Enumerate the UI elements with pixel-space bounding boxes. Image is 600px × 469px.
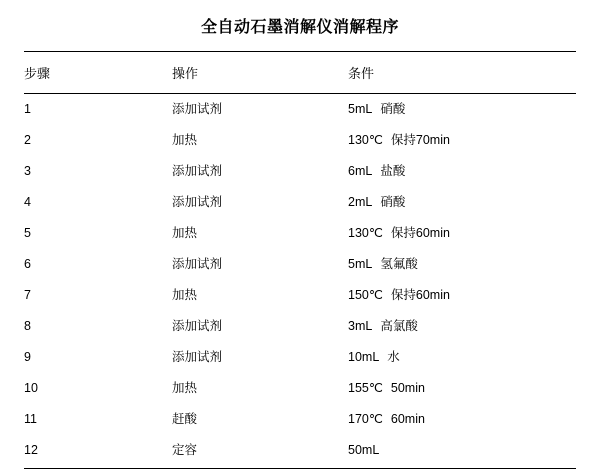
- cell-step: 9: [24, 350, 31, 364]
- table-row: [24, 342, 576, 373]
- table-row: [24, 156, 576, 187]
- table-row: [24, 94, 576, 126]
- cell-operation: 加热: [172, 226, 198, 240]
- column-header-condition: 条件: [348, 52, 576, 94]
- condition-amount: 155℃: [348, 381, 383, 395]
- cell-step: 6: [24, 257, 31, 271]
- table-row: [24, 280, 576, 311]
- cell-step: 5: [24, 226, 31, 240]
- condition-detail: 保持70min: [390, 133, 450, 147]
- cell-operation: 添加试剂: [172, 164, 223, 178]
- cell-condition: [348, 404, 576, 435]
- condition-amount: 5mL: [348, 257, 373, 271]
- cell-condition: [348, 94, 576, 126]
- condition-detail: 60min: [390, 412, 425, 426]
- cell-condition: [348, 156, 576, 187]
- cell-step: 12: [24, 435, 172, 469]
- table-row: [24, 435, 576, 469]
- table-header-row: [24, 52, 576, 94]
- cell-operation: 添加试剂: [172, 319, 223, 333]
- condition-amount: 130℃: [348, 133, 383, 147]
- cell-operation: 添加试剂: [172, 195, 223, 209]
- condition-detail: 硝酸: [380, 195, 406, 209]
- condition-amount: 3mL: [348, 319, 373, 333]
- condition-detail: 保持60min: [390, 226, 450, 240]
- cell-step: 8: [24, 319, 31, 333]
- procedure-table: [24, 51, 576, 469]
- cell-operation: 添加试剂: [172, 350, 223, 364]
- condition-amount: 130℃: [348, 226, 383, 240]
- condition-amount: 2mL: [348, 195, 373, 209]
- table-row: [24, 218, 576, 249]
- cell-operation: 加热: [172, 133, 198, 147]
- condition-detail: 硝酸: [380, 102, 406, 116]
- condition-amount: 5mL: [348, 102, 373, 116]
- table-row: [24, 249, 576, 280]
- condition-amount: 150℃: [348, 288, 383, 302]
- cell-step: 1: [24, 102, 31, 116]
- condition-amount: 10mL: [348, 350, 380, 364]
- condition-detail: 氢氟酸: [380, 257, 418, 271]
- table-row: [24, 311, 576, 342]
- cell-step: 7: [24, 288, 31, 302]
- cell-operation: 加热: [172, 288, 198, 302]
- condition-detail: 保持60min: [390, 288, 450, 302]
- column-header-step: 步骤: [24, 52, 172, 94]
- condition-detail: 水: [387, 350, 400, 364]
- cell-step: 10: [24, 381, 38, 395]
- cell-condition: [348, 218, 576, 249]
- table-row: [24, 125, 576, 156]
- table-body: [24, 94, 576, 469]
- condition-amount: 6mL: [348, 164, 373, 178]
- cell-step: 4: [24, 195, 31, 209]
- table-row: [24, 373, 576, 404]
- cell-operation: 添加试剂: [172, 102, 223, 116]
- cell-condition: [348, 342, 576, 373]
- cell-condition: [348, 187, 576, 218]
- cell-condition: [348, 435, 576, 469]
- cell-operation: 赶酸: [172, 412, 198, 426]
- table-row: [24, 404, 576, 435]
- cell-condition: [348, 280, 576, 311]
- cell-condition: [348, 125, 576, 156]
- table-header: [24, 52, 576, 94]
- cell-condition: [348, 249, 576, 280]
- condition-amount: 50mL: [348, 443, 380, 457]
- cell-condition: [348, 373, 576, 404]
- cell-condition: [348, 311, 576, 342]
- procedure-table-container: [0, 51, 600, 469]
- cell-step: 11: [24, 412, 37, 426]
- condition-detail: 50min: [390, 381, 425, 395]
- cell-step: 2: [24, 133, 31, 147]
- cell-operation: 加热: [172, 381, 198, 395]
- cell-operation: 定容: [172, 435, 348, 469]
- column-header-operation: 操作: [172, 52, 348, 94]
- condition-detail: 高氯酸: [380, 319, 418, 333]
- cell-step: 3: [24, 164, 31, 178]
- condition-amount: 170℃: [348, 412, 383, 426]
- page-title: 全自动石墨消解仪消解程序: [200, 19, 399, 36]
- table-row: [24, 187, 576, 218]
- condition-detail: 盐酸: [380, 164, 406, 178]
- cell-operation: 添加试剂: [172, 257, 223, 271]
